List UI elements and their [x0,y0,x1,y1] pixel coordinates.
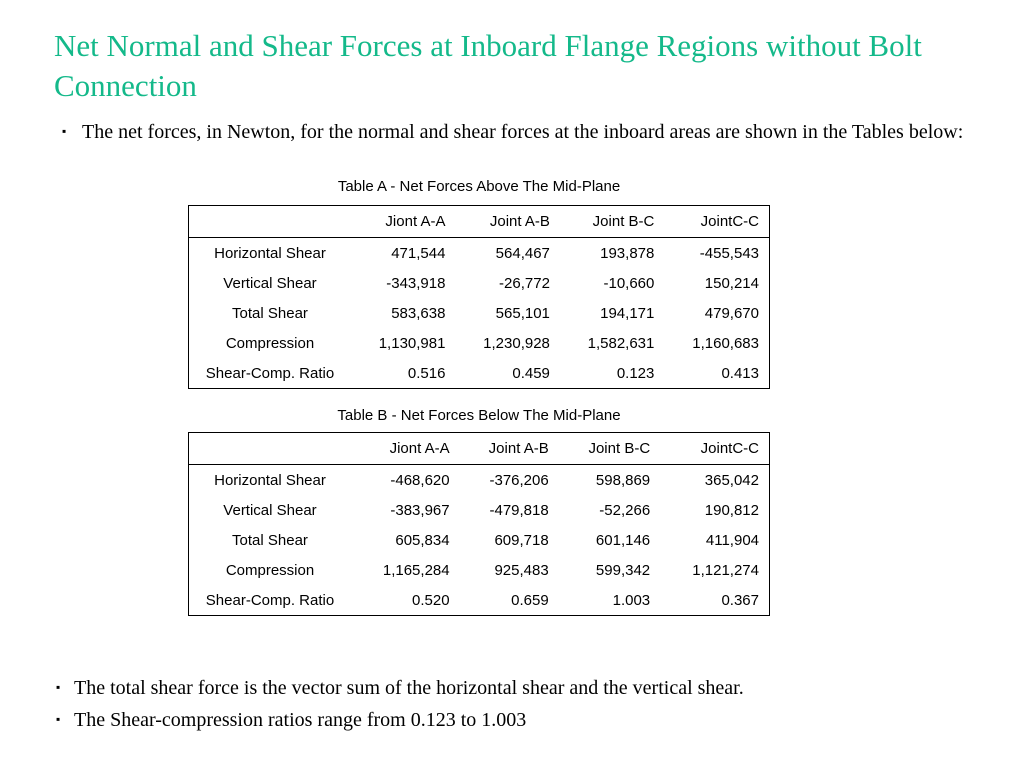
row-label: Shear-Comp. Ratio [205,364,335,382]
table-cell: 0.413 [721,364,759,382]
square-bullet-icon: ▪ [56,680,61,694]
table-cell: -343,918 [386,274,446,292]
table-cell: 605,834 [395,531,450,549]
table-cell: 411,904 [705,531,759,549]
table-cell: 1,165,284 [382,561,450,579]
table-cell: 1,160,683 [692,334,759,352]
table-cell: -455,543 [699,244,759,262]
table-cell: 599,342 [595,561,651,579]
table-corner-cell [189,206,352,238]
column-header: Joint B-C [588,440,651,457]
table-cell: 471,544 [391,244,446,262]
footnote-bullet-2 [56,705,996,734]
table-cell: 609,718 [494,531,549,549]
table-cell: 0.367 [721,591,759,609]
table-cell: 565,101 [495,304,550,322]
table-cell: 0.123 [616,364,655,382]
table-cell: 0.520 [412,591,450,609]
table-cell: 1,230,928 [483,334,550,352]
table-cell: -479,818 [489,501,549,519]
table-cell: -383,967 [390,501,450,519]
row-label: Total Shear [232,531,308,549]
footnote-bullet-1 [56,673,996,702]
column-header: JointC-C [700,213,759,230]
row-label: Compression [225,561,315,579]
row-label: Horizontal Shear [214,244,326,262]
table-b [188,432,770,616]
table-b-caption: Table B - Net Forces Below The Mid-Plane [337,407,621,424]
table-cell: 564,467 [495,244,550,262]
table-row [189,328,770,358]
table-row [189,555,770,585]
table-cell: 1,582,631 [587,334,655,352]
table-cell: 925,483 [494,561,549,579]
table-cell: -26,772 [499,274,550,292]
table-cell: 598,869 [595,471,651,489]
table-cell: 1,121,274 [692,561,759,579]
table-cell: 150,214 [704,274,759,292]
table-row [189,465,770,496]
table-corner-cell [189,433,352,465]
row-label: Vertical Shear [223,274,317,292]
column-header: Joint A-B [489,213,550,230]
footnote-text: The total shear force is the vector sum of the horizontal shear and the vertical shear. [74,677,744,699]
table-row [189,495,770,525]
row-label: Horizontal Shear [214,471,326,489]
row-label: Shear-Comp. Ratio [205,591,335,609]
table-cell: 1,130,981 [378,334,446,352]
table-cell: 190,812 [704,501,759,519]
row-label: Compression [225,334,315,352]
column-header: JointC-C [700,440,759,457]
table-cell: 365,042 [704,471,759,489]
table-cell: 479,670 [704,304,759,322]
table-cell: 194,171 [600,304,655,322]
table-cell: 0.516 [407,364,446,382]
column-header: Joint A-B [488,440,549,457]
table-cell: 1.003 [612,591,651,609]
table-cell: -10,660 [603,274,655,292]
table-row [189,298,770,328]
column-header: Joint B-C [592,213,655,230]
table-row [189,238,770,269]
table-cell: 583,638 [391,304,446,322]
table-header-row [189,433,770,465]
square-bullet-icon: ▪ [62,124,67,138]
footnote-text: The Shear-compression ratios range from 0.123 to 1.003 [74,709,527,731]
row-label: Total Shear [232,304,308,322]
table-cell: 0.459 [512,364,550,382]
table-row [189,358,770,389]
table-cell: -52,266 [599,501,651,519]
table-header-row [189,206,770,238]
intro-text: The net forces, in Newton, for the normal and shear forces at the inboard areas are shown in the Tables below: [82,121,964,143]
column-header: Jiont A-A [389,440,450,457]
table-a [188,205,770,389]
table-cell: 0.659 [511,591,549,609]
table-row [189,268,770,298]
table-cell: -376,206 [489,471,549,489]
slide-title: Net Normal and Shear Forces at Inboard Flange Regions without Bolt Connection [54,28,922,103]
table-row [189,585,770,616]
table-cell: 193,878 [600,244,655,262]
table-a-caption: Table A - Net Forces Above The Mid-Plane [337,178,621,195]
table-cell: 601,146 [595,531,651,549]
square-bullet-icon: ▪ [56,712,61,726]
table-cell: -468,620 [390,471,450,489]
row-label: Vertical Shear [223,501,317,519]
table-row [189,525,770,555]
intro-bullet [60,117,980,146]
column-header: Jiont A-A [385,213,446,230]
